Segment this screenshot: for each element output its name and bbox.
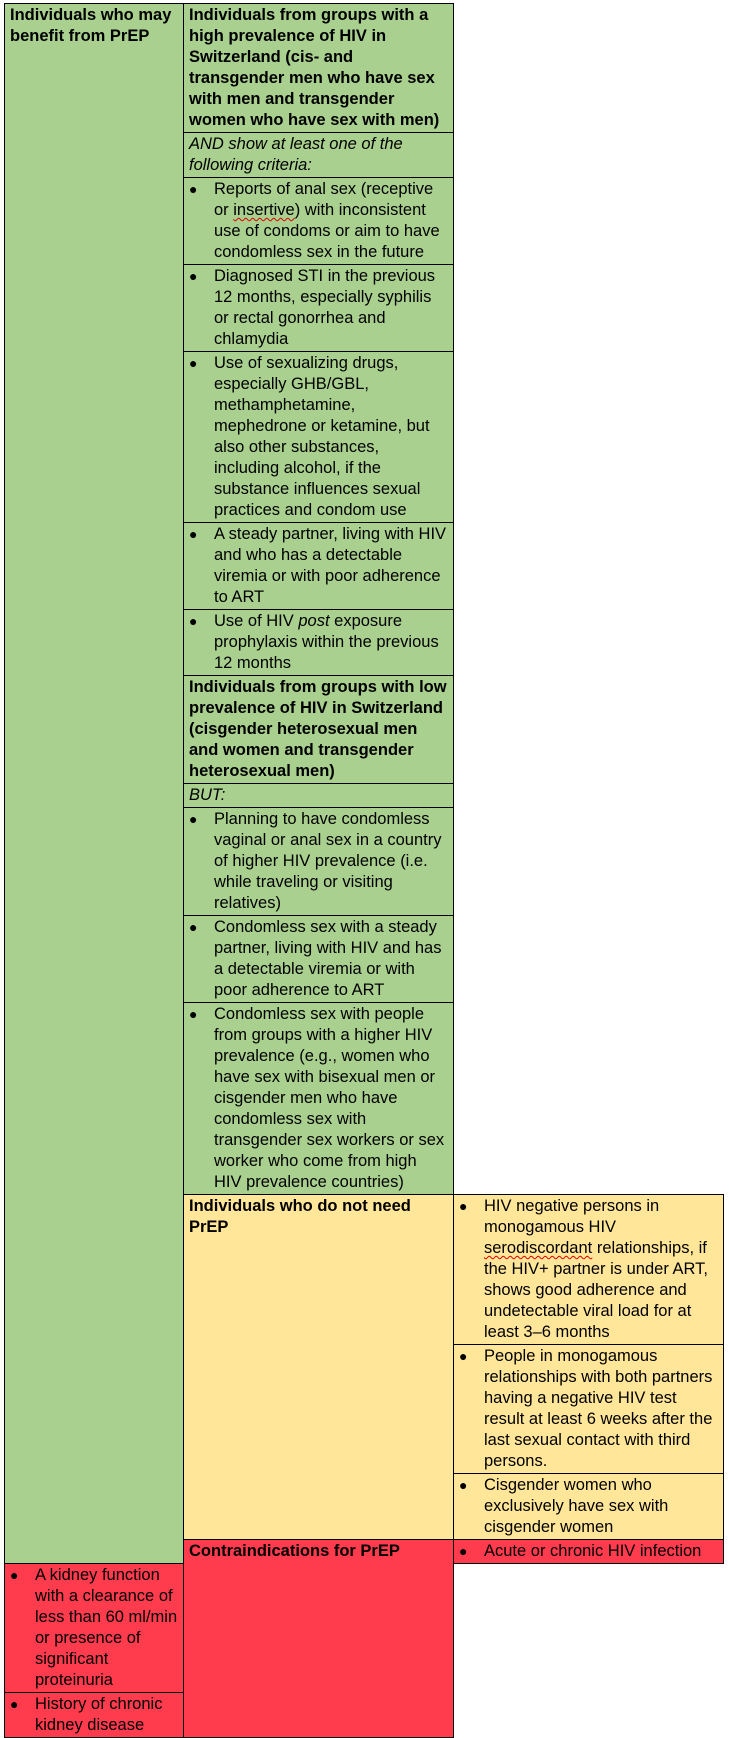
list-item [184,178,454,265]
bullet-text: ) with inconsistent use of condoms or aim to have condomless sex in the future [214,201,440,261]
bullet-icon: ● [189,355,198,371]
list-item [184,352,454,523]
bullet-text: Condomless sex with a steady partner, living with HIV and has a detectable viremia or with poor adherence to ART [214,918,442,999]
bullet-text: Reports of anal sex (receptive or [214,180,434,219]
bullet-text: Use of sexualizing drugs, especially GHB/GBL, methamphetamine, mephedrone or ketamine, but also other substances, including alcohol, if the substance influences sexual practices and condom use [214,354,430,519]
bullet-icon: ● [10,1696,19,1712]
bullet-text: Use of HIV [214,612,299,630]
bullet-icon: ● [189,268,198,284]
list-item [184,523,454,610]
list-item [5,1564,184,1693]
list-item [184,808,454,916]
spellcheck-word: serodiscordant [484,1239,593,1257]
bullet-icon: ● [189,919,198,935]
bullet-icon: ● [459,1477,468,1493]
bullet-text: Diagnosed STI in the previous 12 months, especially syphilis or rectal gonorrhea and chlamydia [214,267,436,348]
list-item [454,1474,724,1540]
bullet-text: Cisgender women who exclusively have sex with cisgender women [484,1476,669,1536]
bullet-text: HIV negative persons in monogamous HIV [484,1197,660,1236]
list-item [184,1003,454,1195]
bullet-icon: ● [10,1567,19,1583]
bullet-text: Condomless sex with people from groups with a higher HIV prevalence (e.g., women who have sex with bisexual men or cisgender men who have condomless sex with transgender sex workers or sex worker who come from high HIV prevalence countries) [214,1005,445,1191]
bullet-icon: ● [189,526,198,542]
spellcheck-word: insertive [233,201,295,219]
category-no-need: Individuals who do not need PrEP [184,1195,454,1540]
bullet-text: exposure prophylaxis within the previous 12 months [214,612,439,672]
list-item [454,1195,724,1345]
bullet-icon: ● [189,181,198,197]
list-item [184,265,454,352]
low-prevalence-qualifier: BUT: [184,784,454,808]
high-prevalence-qualifier: AND show at least one of the following criteria: [184,133,454,178]
bullet-icon: ● [459,1543,468,1559]
bullet-text: History of chronic kidney disease [35,1695,163,1734]
prep-criteria-table [4,3,724,1738]
bullet-text: relationships, if the HIV+ partner is under ART, shows good adherence and undetectable viral load for at least 3–6 months [484,1239,708,1341]
table-row [5,4,724,133]
bullet-text: Acute or chronic HIV infection [484,1542,702,1560]
bullet-text: Planning to have condomless vaginal or anal sex in a country of higher HIV prevalence (i.e. while traveling or visiting relatives) [214,810,442,912]
list-item [184,916,454,1003]
bullet-text: People in monogamous relationships with both partners having a negative HIV test result at least 6 weeks after the last sexual contact with third persons. [484,1347,713,1470]
bullet-icon: ● [189,1006,198,1022]
bullet-icon: ● [189,811,198,827]
category-benefit: Individuals who may benefit from PrEP [5,4,184,1564]
high-prevalence-heading: Individuals from groups with a high prevalence of HIV in Switzerland (cis- and transgender men who have sex with men and transgender women who have sex with men) [184,4,454,133]
category-contraindications: Contraindications for PrEP [184,1540,454,1738]
emphasis-text: post [298,612,330,630]
low-prevalence-heading: Individuals from groups with low prevalence of HIV in Switzerland (cisgender heterosexual men and women and transgender heterosexual men) [184,676,454,784]
list-item [454,1345,724,1474]
bullet-icon: ● [189,613,198,629]
bullet-icon: ● [459,1348,468,1364]
bullet-icon: ● [459,1198,468,1214]
list-item [184,610,454,676]
list-item [454,1540,724,1564]
bullet-text: A steady partner, living with HIV and who has a detectable viremia or with poor adherence to ART [214,525,447,606]
bullet-text: A kidney function with a clearance of less than 60 ml/min or presence of significant proteinuria [35,1566,178,1689]
list-item [5,1693,184,1738]
